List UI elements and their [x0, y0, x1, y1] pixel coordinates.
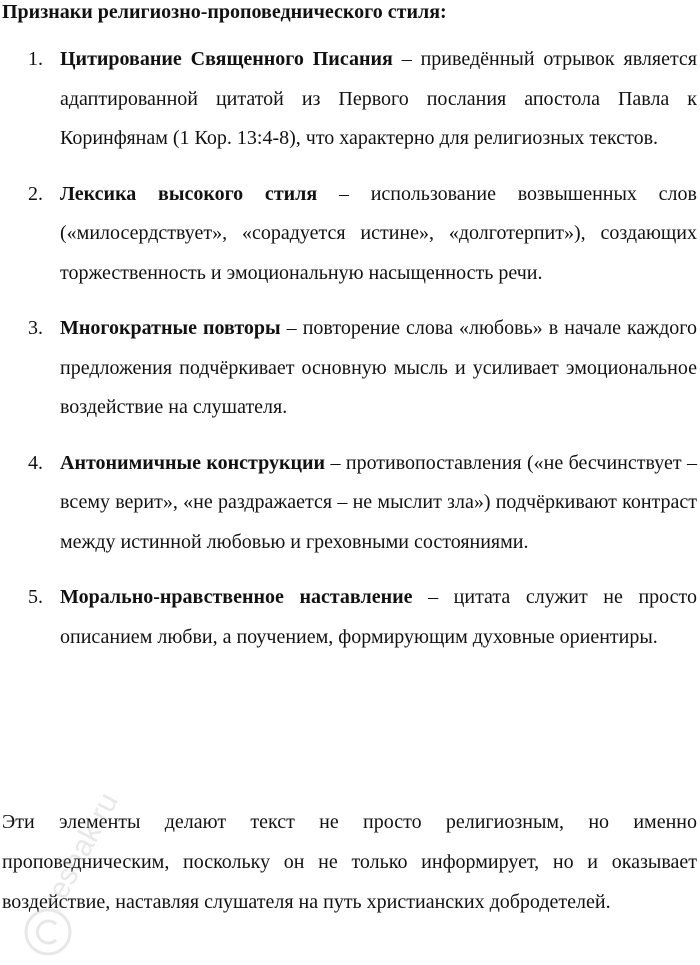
- item-text: – использование возвышенных слов («милосердствует», «сорадуется истине», «долготерпит»), создающих торжественность и эмоциональную насыщенность речи.: [60, 182, 697, 284]
- item-number: 5.: [28, 586, 43, 608]
- item-number: 1.: [28, 48, 43, 70]
- item-number: 2.: [28, 182, 43, 205]
- item-text: – противопоставления («не бесчинствует – всему верит», «не раздражается – не мыслит зла») подчёркивают контраст между истинной любовью и греховными состояниями.: [60, 451, 697, 553]
- item-number: 4.: [28, 451, 43, 474]
- item-term: Морально-нравственное наставление: [60, 586, 413, 608]
- item-term: Многократные повторы: [60, 317, 281, 339]
- list-item: [0, 578, 697, 657]
- document-title: Признаки религиозно-проповеднического стиля:: [2, 1, 447, 23]
- item-text: – приведённый отрывок является адаптированной цитатой из Первого послания апостола Павла к Коринфянам (1 Кор. 13:4-8), что характерно для религиозных текстов.: [60, 48, 698, 149]
- item-number: 3.: [28, 317, 43, 339]
- list-item: [0, 444, 697, 563]
- list-item: [0, 175, 697, 294]
- features-list: [0, 40, 697, 673]
- item-text: – цитата служит не просто описанием любви, а поучением, формирующим духовные ориентиры.: [60, 586, 697, 648]
- item-term: Цитирование Священного Писания: [60, 48, 393, 70]
- item-text: – повторение слова «любовь» в начале каждого предложения подчёркивает основную мысль и усиливает эмоциональное воздействие на слушателя.: [60, 317, 697, 418]
- list-item: [0, 40, 697, 159]
- watermark-text: reshak.ru: [37, 787, 125, 914]
- item-term: Антонимичные конструкции: [60, 451, 326, 474]
- copyright-c: [37, 921, 56, 943]
- conclusion-paragraph: Эти элементы делают текст не просто религиозным, но именно проповедническим, поскольку он не только информирует, но и оказывает воздействие, наставляя слушателя на путь христианских добродетелей.: [2, 811, 697, 913]
- list-item: [0, 309, 697, 428]
- item-term: Лексика высокого стиля: [60, 182, 318, 205]
